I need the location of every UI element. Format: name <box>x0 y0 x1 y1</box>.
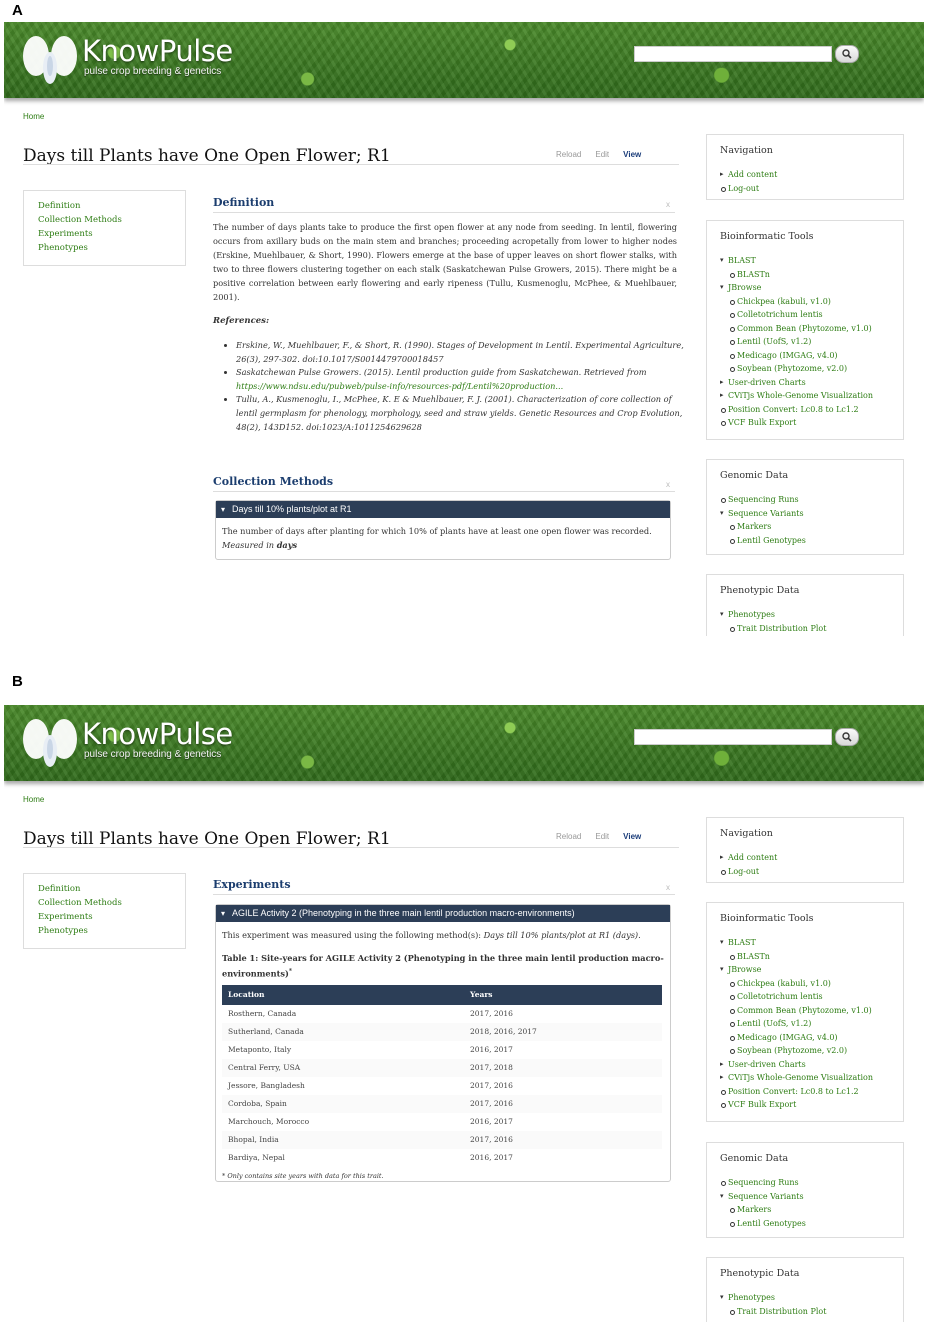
toc-phenotypes[interactable]: Phenotypes <box>38 926 88 936</box>
experiment-header[interactable]: ▾ AGILE Activity 2 (Phenotyping in the three main lentil production macro-environments) <box>216 905 670 922</box>
measured-unit: days <box>276 540 298 550</box>
toc-phenotypes[interactable]: Phenotypes <box>38 243 88 253</box>
table-footnote: * Only contains site years with data for this trait. <box>222 1171 384 1180</box>
tool-item[interactable]: VCF Bulk Export <box>720 1098 891 1112</box>
screenshot-panel-a <box>4 22 924 636</box>
experiments-divider <box>213 894 675 895</box>
title-divider <box>23 847 679 848</box>
experiments-heading: Experiments <box>213 878 291 891</box>
cell-location: Metaponto, Italy <box>222 1041 464 1059</box>
experiment-box <box>215 904 671 1182</box>
column-header-location: Location <box>222 985 464 1005</box>
reference-item: • Tullu, A., Kusmenoglu, I., McPhee, K. E & Muehlbauer, F. J. (2001). Characterization of core collection of lentil germplasm for phenology, morphology, seed and straw yields. Genetic Resources and Crop Evolution, 48(2), 143D152. doi:1023/A:1011254629628 <box>236 393 688 434</box>
pea-flower-logo-icon[interactable] <box>22 30 78 90</box>
search-icon <box>842 732 852 742</box>
table-row <box>222 1059 662 1077</box>
tool-item[interactable]: ▸ User-driven Charts <box>720 376 891 390</box>
tool-blast[interactable]: ▾ BLAST <box>720 936 891 950</box>
nav-add-content[interactable]: ▸ Add content <box>720 851 891 865</box>
measured-in <box>222 538 664 552</box>
sidebar-genomic-data <box>706 1142 904 1238</box>
phenotypic-title: Phenotypic Data <box>720 585 800 596</box>
genomic-sequencing-runs[interactable]: Sequencing Runs <box>720 493 891 507</box>
cell-location: Jessore, Bangladesh <box>222 1077 464 1095</box>
site-header <box>4 705 924 781</box>
tool-item[interactable]: ▸ CViTjs Whole-Genome Visualization <box>720 389 891 403</box>
breadcrumb-home[interactable]: Home <box>23 112 45 121</box>
site-header <box>4 22 924 98</box>
cell-years: 2018, 2016, 2017 <box>464 1023 662 1041</box>
sidebar-phenotypic-data <box>706 574 904 636</box>
bioinformatic-title: Bioinformatic Tools <box>720 913 814 924</box>
jbrowse-item[interactable]: Common Bean (Phytozome, v1.0) <box>720 322 891 336</box>
breadcrumb-home[interactable]: Home <box>23 795 45 804</box>
tool-blastn[interactable]: BLASTn <box>720 268 891 282</box>
intro-prefix: This experiment was measured using the following method(s): <box>222 930 484 940</box>
phenotypic-phenotypes[interactable]: ▾ Phenotypes <box>720 608 891 622</box>
method-description: The number of days after planting for which 10% of plants have at least one open flower was recorded. <box>222 526 652 536</box>
site-tagline: pulse crop breeding & genetics <box>84 66 222 77</box>
experiment-body <box>216 922 670 1189</box>
cell-years: 2016, 2017 <box>464 1149 662 1167</box>
definition-heading: Definition <box>213 196 275 209</box>
genomic-sequence-variants[interactable]: ▾ Sequence Variants <box>720 1190 891 1204</box>
tab-reload[interactable]: Reload <box>556 150 582 159</box>
jbrowse-item[interactable]: Lentil (UofS, v1.2) <box>720 335 891 349</box>
jbrowse-item[interactable]: Medicago (IMGAG, v4.0) <box>720 349 891 363</box>
sidebar-bioinformatic-tools <box>706 220 904 440</box>
page-title: Days till Plants have One Open Flower; R1 <box>23 146 391 166</box>
cell-location: Cordoba, Spain <box>222 1095 464 1113</box>
tab-view[interactable]: View <box>623 832 642 841</box>
jbrowse-item[interactable]: Colletotrichum lentis <box>720 308 891 322</box>
jbrowse-item[interactable]: Chickpea (kabuli, v1.0) <box>720 295 891 309</box>
site-title[interactable]: KnowPulse <box>82 717 233 751</box>
method-header[interactable]: ▾ Days till 10% plants/plot at R1 <box>216 501 670 518</box>
bioinformatic-title: Bioinformatic Tools <box>720 231 814 242</box>
cell-location: Bhopal, India <box>222 1131 464 1149</box>
search-input[interactable] <box>634 729 832 745</box>
cell-location: Central Ferry, USA <box>222 1059 464 1077</box>
toc-definition[interactable]: Definition <box>38 884 81 894</box>
search-input[interactable] <box>634 46 832 62</box>
table-row <box>222 1023 662 1041</box>
screenshot-panel-b <box>4 705 924 1322</box>
cell-years: 2017, 2016 <box>464 1095 662 1113</box>
experiments-close-button[interactable]: x <box>666 883 670 892</box>
table-of-contents <box>23 873 186 949</box>
table-row <box>222 1131 662 1149</box>
cell-location: Bardiya, Nepal <box>222 1149 464 1167</box>
table-caption-mark: * <box>288 968 292 975</box>
tool-item[interactable]: Position Convert: Lc0.8 to Lc1.2 <box>720 403 891 417</box>
nav-add-content[interactable]: ▸ Add content <box>720 168 891 182</box>
panel-label-b: B <box>12 673 23 690</box>
table-row <box>222 1041 662 1059</box>
tool-blastn[interactable]: BLASTn <box>720 950 891 964</box>
reference-text: Saskatchewan Pulse Growers. (2015). Lentil production guide from Saskatchewan. Retrieved from <box>236 367 647 378</box>
genomic-markers[interactable]: Markers <box>720 1203 891 1217</box>
page-title: Days till Plants have One Open Flower; R1 <box>23 829 391 849</box>
references-list <box>222 339 688 434</box>
sidebar-bioinformatic-tools <box>706 902 904 1122</box>
genomic-sequencing-runs[interactable]: Sequencing Runs <box>720 1176 891 1190</box>
page-tabs <box>556 150 641 159</box>
genomic-title: Genomic Data <box>720 1153 789 1164</box>
sidebar-navigation <box>706 134 904 200</box>
method-body <box>216 518 670 558</box>
tool-item[interactable]: VCF Bulk Export <box>720 416 891 430</box>
collection-methods-heading: Collection Methods <box>213 475 334 488</box>
site-tagline: pulse crop breeding & genetics <box>84 749 222 760</box>
jbrowse-item[interactable]: Colletotrichum lentis <box>720 990 891 1004</box>
measured-prefix: Measured in <box>222 540 277 550</box>
site-years-table <box>222 985 662 1167</box>
genomic-lentil-genotypes[interactable]: Lentil Genotypes <box>720 534 891 548</box>
cell-location: Sutherland, Canada <box>222 1023 464 1041</box>
cell-years: 2017, 2018 <box>464 1059 662 1077</box>
jbrowse-item[interactable]: Chickpea (kabuli, v1.0) <box>720 977 891 991</box>
search-icon <box>842 49 852 59</box>
sidebar-navigation <box>706 817 904 883</box>
toc-experiments[interactable]: Experiments <box>38 912 93 922</box>
collection-close-button[interactable]: x <box>666 480 670 489</box>
tab-view[interactable]: View <box>623 150 642 159</box>
table-of-contents <box>23 190 186 266</box>
title-divider <box>23 164 679 165</box>
nav-log-out[interactable]: Log-out <box>720 865 891 879</box>
jbrowse-item[interactable]: Soybean (Phytozome, v2.0) <box>720 362 891 376</box>
table-row <box>222 1113 662 1131</box>
reference-link[interactable]: https://www.ndsu.edu/pubweb/pulse-info/resources-pdf/Lentil%20production... <box>236 380 564 391</box>
jbrowse-item[interactable]: Lentil (UofS, v1.2) <box>720 1017 891 1031</box>
page-tabs <box>556 832 641 841</box>
jbrowse-item[interactable]: Common Bean (Phytozome, v1.0) <box>720 1004 891 1018</box>
collection-method-box <box>215 500 671 560</box>
cell-years: 2017, 2016 <box>464 1077 662 1095</box>
search-button[interactable] <box>835 728 859 746</box>
reference-item <box>236 366 688 393</box>
tab-edit[interactable]: Edit <box>595 150 610 159</box>
genomic-markers[interactable]: Markers <box>720 520 891 534</box>
tool-jbrowse[interactable]: ▾ JBrowse <box>720 281 891 295</box>
definition-divider <box>213 212 675 213</box>
genomic-lentil-genotypes[interactable]: Lentil Genotypes <box>720 1217 891 1231</box>
nav-log-out[interactable]: Log-out <box>720 182 891 196</box>
tab-edit[interactable]: Edit <box>595 832 610 841</box>
table-row <box>222 1149 662 1167</box>
references-heading: References: <box>213 316 270 326</box>
phenotypic-title: Phenotypic Data <box>720 1268 800 1279</box>
panel-label-a: A <box>12 2 23 19</box>
definition-text: The number of days plants take to produce the first open flower at any node from seeding. In lentil, flowering occurs from axillary buds on the main stem and branches; proceeding acropetally from lower to higher nodes (Erskine, Muehlbauer, & Short, 1990). Flowers emerge at the base of upper leaves on short flower stalks, with two to three flowers clustering together on each stalk (Saskatchewan Pulse Growers, 2015). There might be a positive correlation between early flowering and early ripeness (Tullu, Kusmenoglu, McPhee, & Muehlbauer, 2001). <box>213 222 677 302</box>
toc-experiments[interactable]: Experiments <box>38 229 93 239</box>
table-row <box>222 1077 662 1095</box>
table-row <box>222 1005 662 1023</box>
search-button[interactable] <box>835 45 859 63</box>
navigation-title: Navigation <box>720 145 773 156</box>
cell-years: 2017, 2016 <box>464 1131 662 1149</box>
toc-collection-methods[interactable]: Collection Methods <box>38 215 122 225</box>
definition-close-button[interactable]: x <box>666 200 670 209</box>
genomic-sequence-variants[interactable]: ▾ Sequence Variants <box>720 507 891 521</box>
jbrowse-item[interactable]: Soybean (Phytozome, v2.0) <box>720 1044 891 1058</box>
site-title[interactable]: KnowPulse <box>82 34 233 68</box>
phenotypic-phenotypes[interactable]: ▾ Phenotypes <box>720 1291 891 1305</box>
pea-flower-logo-icon[interactable] <box>22 713 78 773</box>
cell-years: 2016, 2017 <box>464 1113 662 1131</box>
table-caption <box>222 952 664 981</box>
tool-item[interactable]: Position Convert: Lc0.8 to Lc1.2 <box>720 1085 891 1099</box>
collection-divider <box>213 491 675 492</box>
phenotypic-trait-plot[interactable]: Trait Distribution Plot <box>720 1305 891 1319</box>
tool-jbrowse[interactable]: ▾ JBrowse <box>720 963 891 977</box>
reference-item: • Erskine, W., Muehlbauer, F., & Short, R. (1990). Stages of Development in Lentil. Experimental Agriculture, 26(3), 297-302. doi:10.1017/S0014479700018457 <box>236 339 688 366</box>
cell-location: Rosthern, Canada <box>222 1005 464 1023</box>
table-caption-text: Table 1: Site-years for AGILE Activity 2 (Phenotyping in the three main lentil production macro-environments) <box>222 953 664 979</box>
cell-years: 2016, 2017 <box>464 1041 662 1059</box>
intro-method: Days till 10% plants/plot at R1 (days). <box>483 930 641 940</box>
jbrowse-item[interactable]: Medicago (IMGAG, v4.0) <box>720 1031 891 1045</box>
tool-item[interactable]: ▸ User-driven Charts <box>720 1058 891 1072</box>
cell-location: Marchouch, Morocco <box>222 1113 464 1131</box>
sidebar-phenotypic-data <box>706 1257 904 1322</box>
tab-reload[interactable]: Reload <box>556 832 582 841</box>
toc-collection-methods[interactable]: Collection Methods <box>38 898 122 908</box>
navigation-title: Navigation <box>720 828 773 839</box>
table-row <box>222 1095 662 1113</box>
experiment-intro <box>222 928 664 942</box>
phenotypic-trait-plot[interactable]: Trait Distribution Plot <box>720 622 891 636</box>
tool-item[interactable]: ▸ CViTjs Whole-Genome Visualization <box>720 1071 891 1085</box>
tool-blast[interactable]: ▾ BLAST <box>720 254 891 268</box>
toc-definition[interactable]: Definition <box>38 201 81 211</box>
genomic-title: Genomic Data <box>720 470 789 481</box>
sidebar-genomic-data <box>706 459 904 555</box>
cell-years: 2017, 2016 <box>464 1005 662 1023</box>
column-header-years: Years <box>464 985 662 1005</box>
